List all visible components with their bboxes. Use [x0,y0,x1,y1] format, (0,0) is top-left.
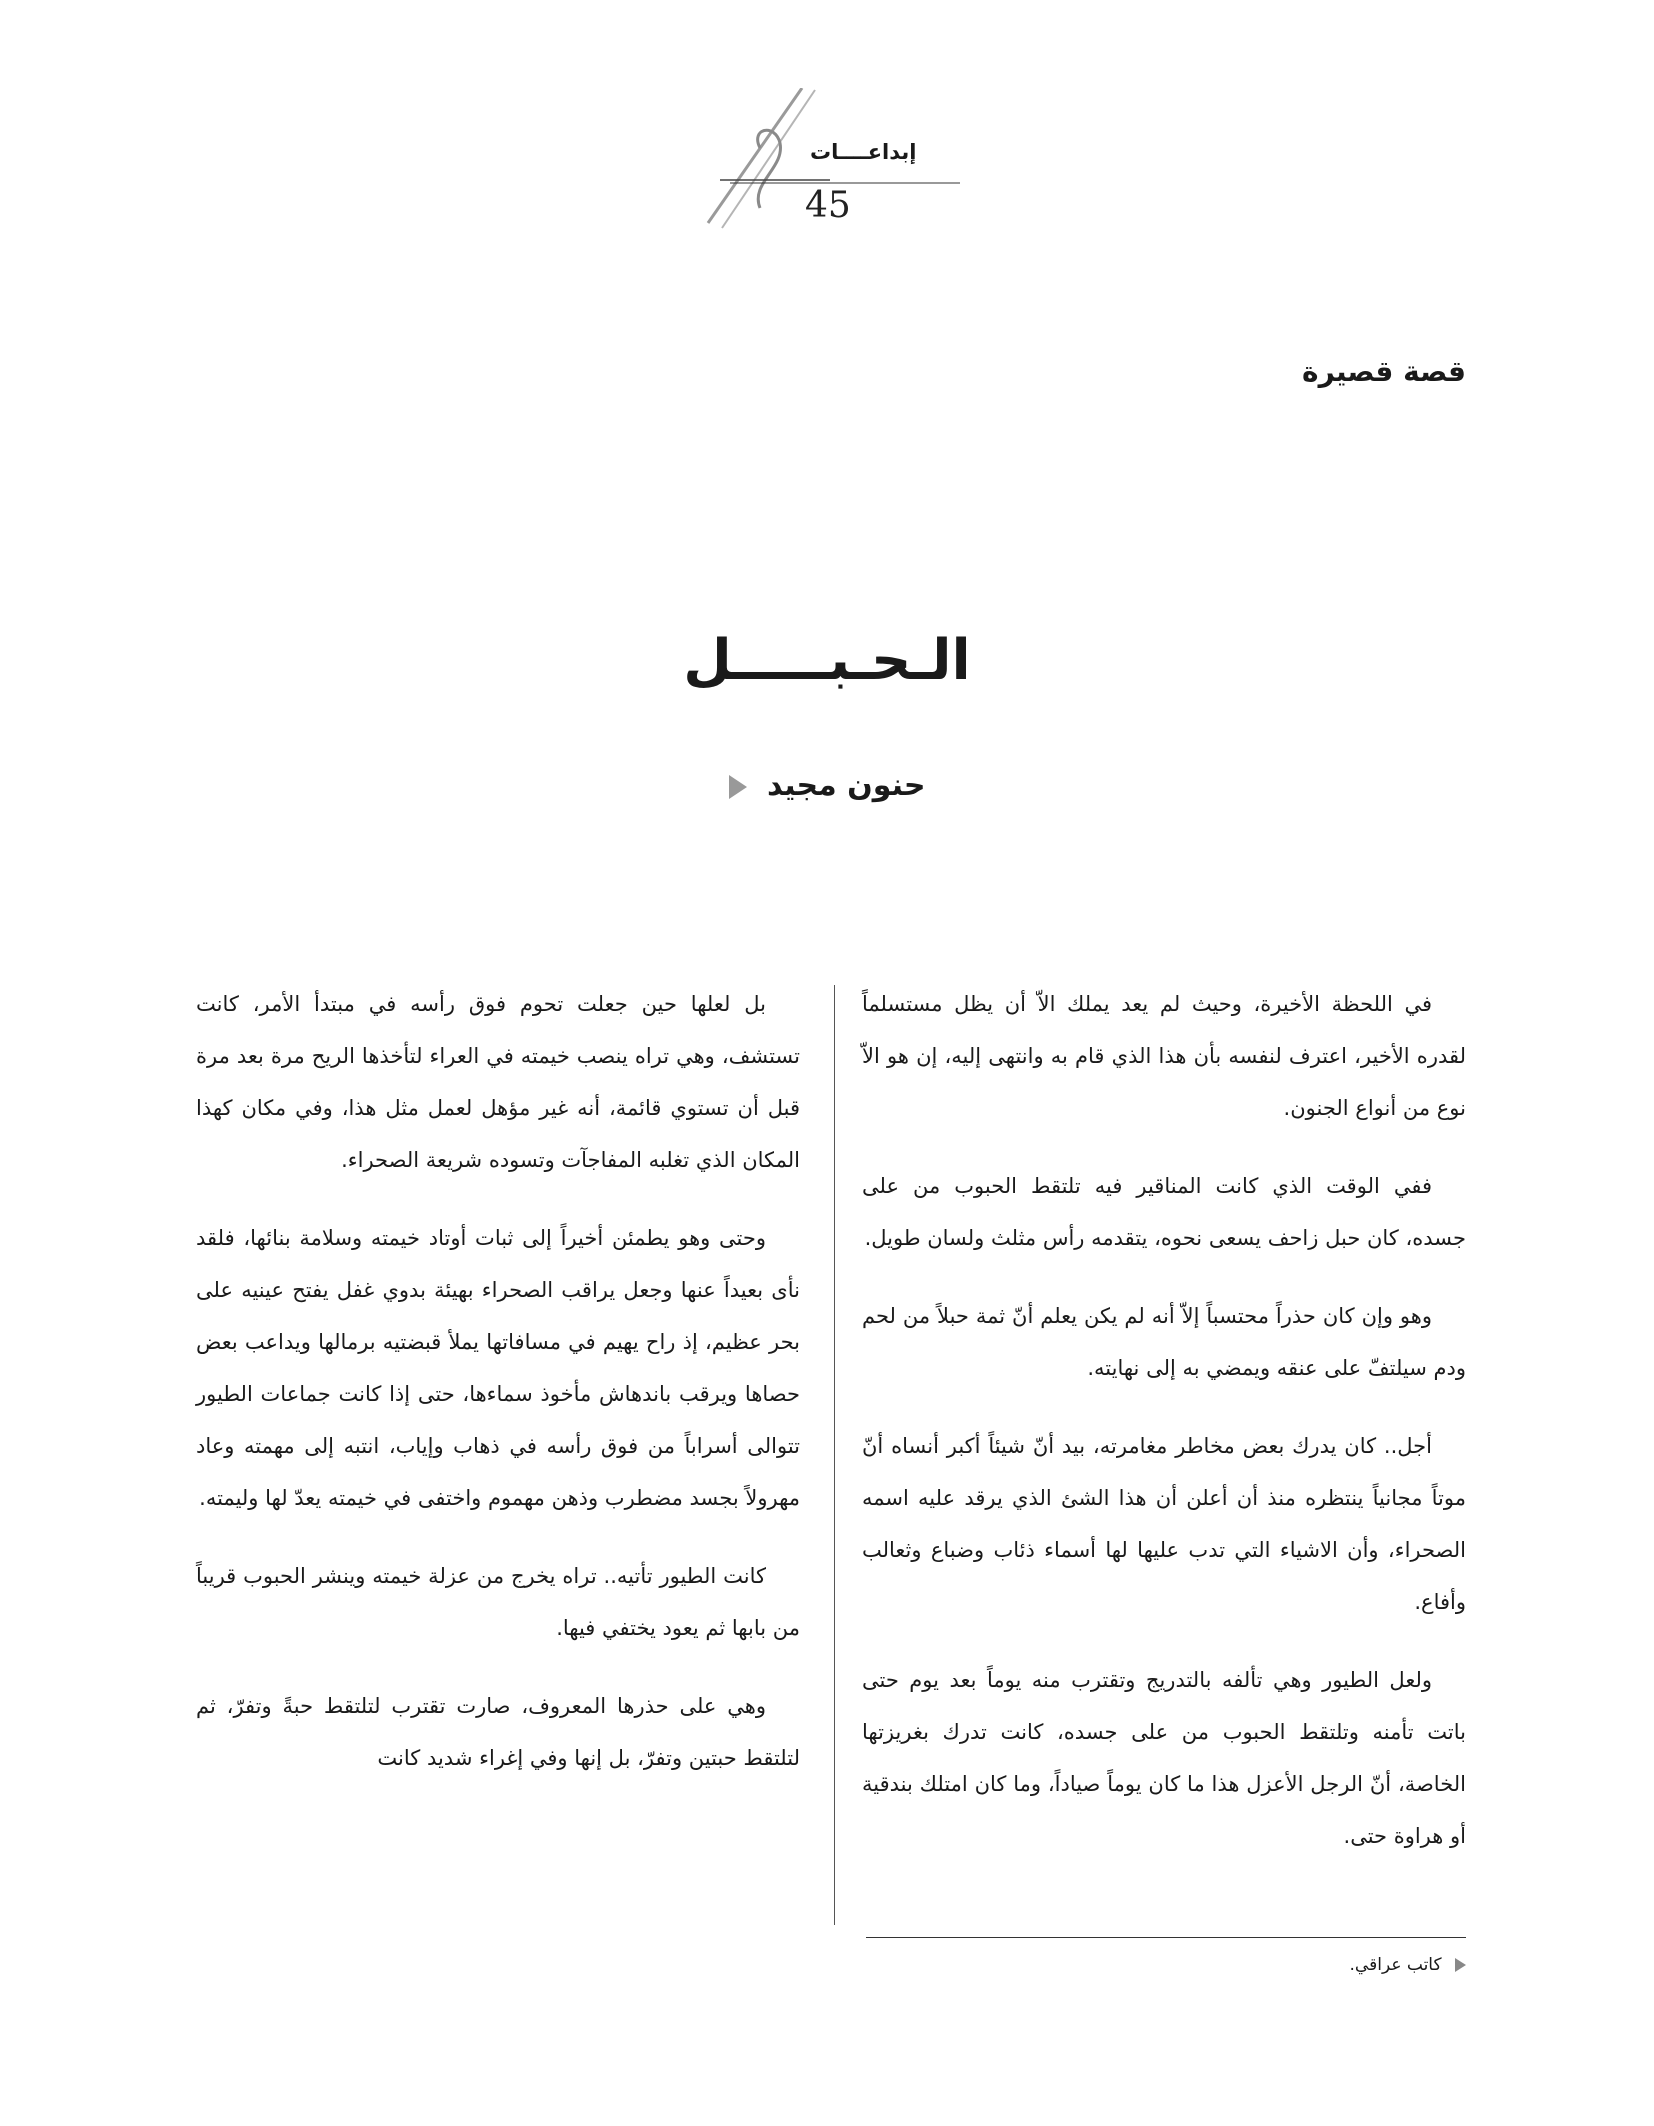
paragraph: أجل.. كان يدرك بعض مخاطر مغامرته، بيد أنّ شيئاً أكبر أنساه أنّ موتاً مجانياً ينتظره منذ أن أعلن أن هذا الشئ الذي يرقد عليه اسمه الصحراء، وأن الاشياء التي تدب عليها لها أسماء ذئاب وضباع وثعالب وأفاع. [862,1434,1466,1614]
author-name: حنون مجيد [766,768,926,803]
footnote-rule [866,1937,1466,1938]
footnote-text: كاتب عراقي. [1349,1955,1442,1975]
paragraph: في اللحظة الأخيرة، وحيث لم يعد يملك الاّ أن يظل مستسلماً لقدره الأخير، اعترف لنفسه بأن هذا الذي قام به وانتهى إليه، إن هو الاّ نوع من أنواع الجنون. [862,992,1466,1120]
paragraph: وهي على حذرها المعروف، صارت تقترب لتلتقط حبةً وتفرّ، ثم لتلتقط حبتين وتفرّ، بل إنها وفي إغراء شديد كانت [196,1694,800,1770]
paragraph: وهو وإن كان حذراً محتسباً إلاّ أنه لم يكن يعلم أنّ ثمة حبلاً من لحم ودم سيلتفّ على عنقه ويمضي به إلى نهايته. [862,1304,1466,1380]
left-column [196,978,800,1810]
author-line [0,768,1654,803]
paragraph: ففي الوقت الذي كانت المناقير فيه تلتقط الحبوب من على جسده، كان حبل زاحف يسعى نحوه، يتقدمه رأس مثلث ولسان طويل. [862,1174,1466,1250]
paragraph: وحتى وهو يطمئن أخيراً إلى ثبات أوتاد خيمته وسلامة بنائها، فلقد نأى بعيداً عنها وجعل يراقب الصحراء بهيئة بدوي غفل يفتح عينيه على بحر عظيم، إذ راح يهيم في مسافاتها يملأ قبضتيه برمالها ويداعب بعض حصاها ويرقب باندهاش مأخوذ سماءها، حتى إذا كانت جماعات الطيور تتوالى أسراباً من فوق رأسه في ذهاب وإياب، انتبه إلى مهمته وعاد مهرولاً بجسد مضطرب وذهن مهموم واختفى في خيمته يعدّ لها وليمته. [196,1226,800,1510]
category-label: قصة قصيرة [1302,355,1466,388]
triangle-bullet-icon [729,775,747,799]
section-label: إبداعــــات [810,140,917,164]
page-number: 45 [805,185,851,226]
right-column [862,978,1466,1888]
paragraph: بل لعلها حين جعلت تحوم فوق رأسه في مبتدأ الأمر، كانت تستشف، وهي تراه ينصب خيمته في العراء لتأخذها الريح مرة بعد مرة قبل أن تستوي قائمة، أنه غير مؤهل لعمل مثل هذا، وفي مكان كهذا المكان الذي تغلبه المفاجآت وتسوده شريعة الصحراء. [196,992,800,1172]
paragraph: ولعل الطيور وهي تألفه بالتدريج وتقترب منه يوماً بعد يوم حتى باتت تأمنه وتلتقط الحبوب من على جسده، كانت تدرك بغريزتها الخاصة، أنّ الرجل الأعزل هذا ما كان يوماً صياداً، وما كان امتلك بندقية أو هراوة حتى. [862,1668,1466,1848]
footnote [1350,1955,1466,1975]
paragraph: كانت الطيور تأتيه.. تراه يخرج من عزلة خيمته وينشر الحبوب قريباً من بابها ثم يعود يختفي فيها. [196,1564,800,1640]
story-title: الـحـبـــــل [683,628,971,693]
triangle-bullet-icon [1455,1958,1466,1972]
column-divider [834,985,835,1925]
